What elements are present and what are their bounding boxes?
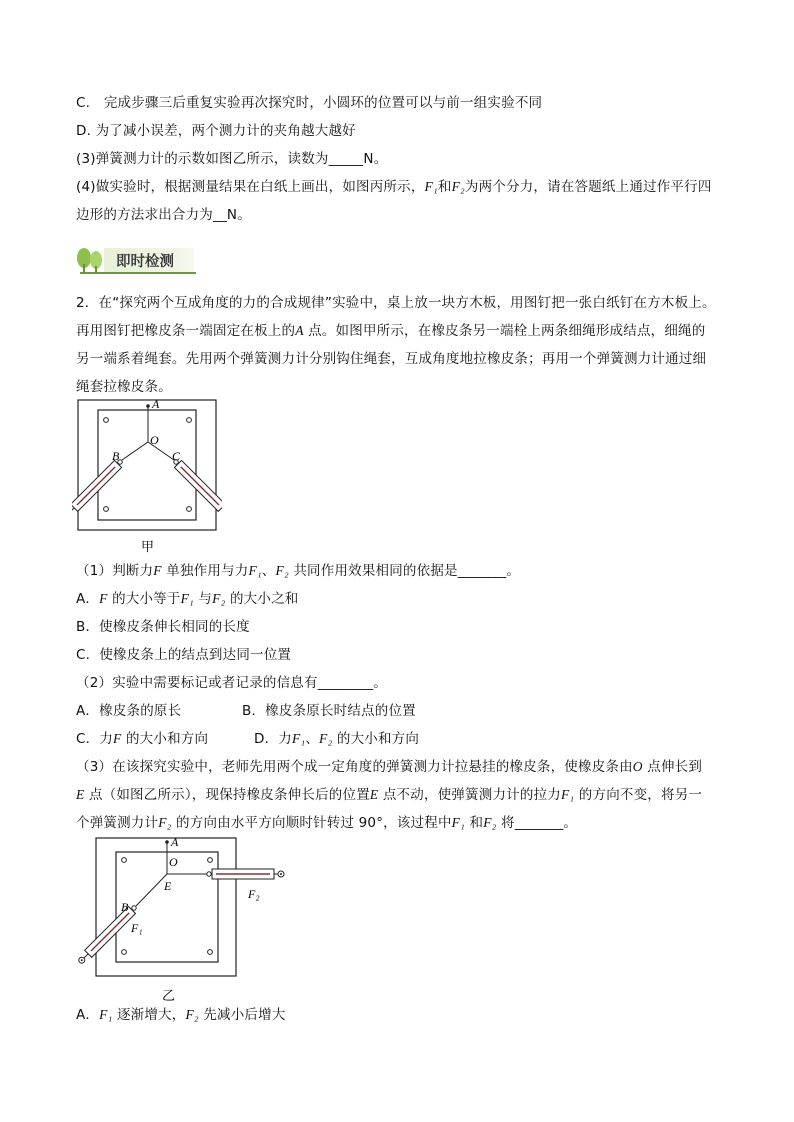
tree-icon (74, 246, 114, 276)
question-4-line1: (4)做实验时，根据测量结果在白纸上画出，如图丙所示，F₁和F₂为两个分力，请在答题纸上通过作平行四 (76, 179, 712, 195)
q2-sub2-stem: （2）实验中需要标记或者记录的信息有________。 (76, 675, 387, 691)
label-o: O (169, 855, 178, 869)
label-b: B (112, 449, 120, 463)
q2-intro-line3: 另一端系着绳套。先用两个弹簧测力计分别钩住绳套，互成角度地拉橡皮条；再用一个弹簧测力计通过细 (76, 351, 707, 367)
q2-sub1-option-a: A．F 的大小等于F₁ 与F₂ 的大小之和 (76, 591, 299, 607)
label-a: A (171, 835, 179, 849)
q2-intro-line4: 绳套拉橡皮条。 (76, 379, 172, 395)
label-a: A (152, 397, 160, 411)
label-f1: F₁ (131, 921, 143, 935)
section-header (74, 246, 196, 276)
q2-sub2-option-c: C．力F 的大小和方向 (76, 731, 209, 747)
figure-caption-jia: 甲 (141, 540, 155, 555)
q2-sub2-option-b: B．橡皮条原长时结点的位置 (242, 703, 416, 719)
option-c: C. 完成步骤三后重复实验再次探究时，小圆环的位置可以与前一组实验不同 (76, 95, 543, 111)
q2-sub3-line3: 个弹簧测力计F₂ 的方向由水平方向顺时针转过 90°，该过程中F₁ 和F₂ 将_______。 (76, 815, 578, 831)
label-f2: F₂ (248, 887, 260, 901)
figure-yi (72, 834, 292, 1006)
question-4-line2: 边形的方法求出合力为__N。 (76, 207, 251, 223)
q2-sub1-option-b: B．使橡皮条伸长相同的长度 (76, 619, 250, 635)
figure-jia (72, 396, 222, 558)
figure-caption-yi: 乙 (162, 989, 176, 1004)
q2-sub1-option-c: C．使橡皮条上的结点到达同一位置 (76, 647, 292, 663)
q2-sub3-option-a: A．F₁ 逐渐增大，F₂ 先减小后增大 (76, 1007, 286, 1023)
label-o: O (150, 433, 159, 447)
q2-sub3-line2: E 点（如图乙所示），现保持橡皮条伸长后的位置E 点不动，使弹簧测力计的拉力F₁ 的方向不变，将另一 (76, 787, 703, 803)
question-3: (3)弹簧测力计的示数如图乙所示，读数为_____N。 (76, 151, 388, 167)
q2-sub3-line1: （3）在该探究实验中，老师先用两个成一定角度的弹簧测力计拉悬挂的橡皮条，使橡皮条由O 点伸长到 (76, 759, 703, 775)
q2-intro-line1: 2．在“探究两个互成角度的力的合成规律”实验中，桌上放一块方木板，用图钉把一张白纸钉在方木板上。 (76, 295, 716, 311)
q2-sub1-stem: （1）判断力F 单独作用与力F₁、F₂ 共同作用效果相同的依据是_______。 (76, 563, 521, 579)
section-title: 即时检测 (116, 254, 174, 270)
label-b: B (121, 900, 129, 914)
label-c: C (172, 449, 181, 463)
option-d: D. 为了减小误差，两个测力计的夹角越大越好 (76, 123, 356, 139)
q2-sub2-option-d: D．力F₁、F₂ 的大小和方向 (254, 731, 420, 747)
q2-intro-line2: 再用图钉把橡皮条一端固定在板上的A 点。如图甲所示，在橡皮条另一端栓上两条细绳形成结点，细绳的 (76, 323, 706, 339)
q2-sub2-option-a: A．橡皮条的原长 (76, 703, 182, 719)
label-e: E (164, 879, 172, 893)
